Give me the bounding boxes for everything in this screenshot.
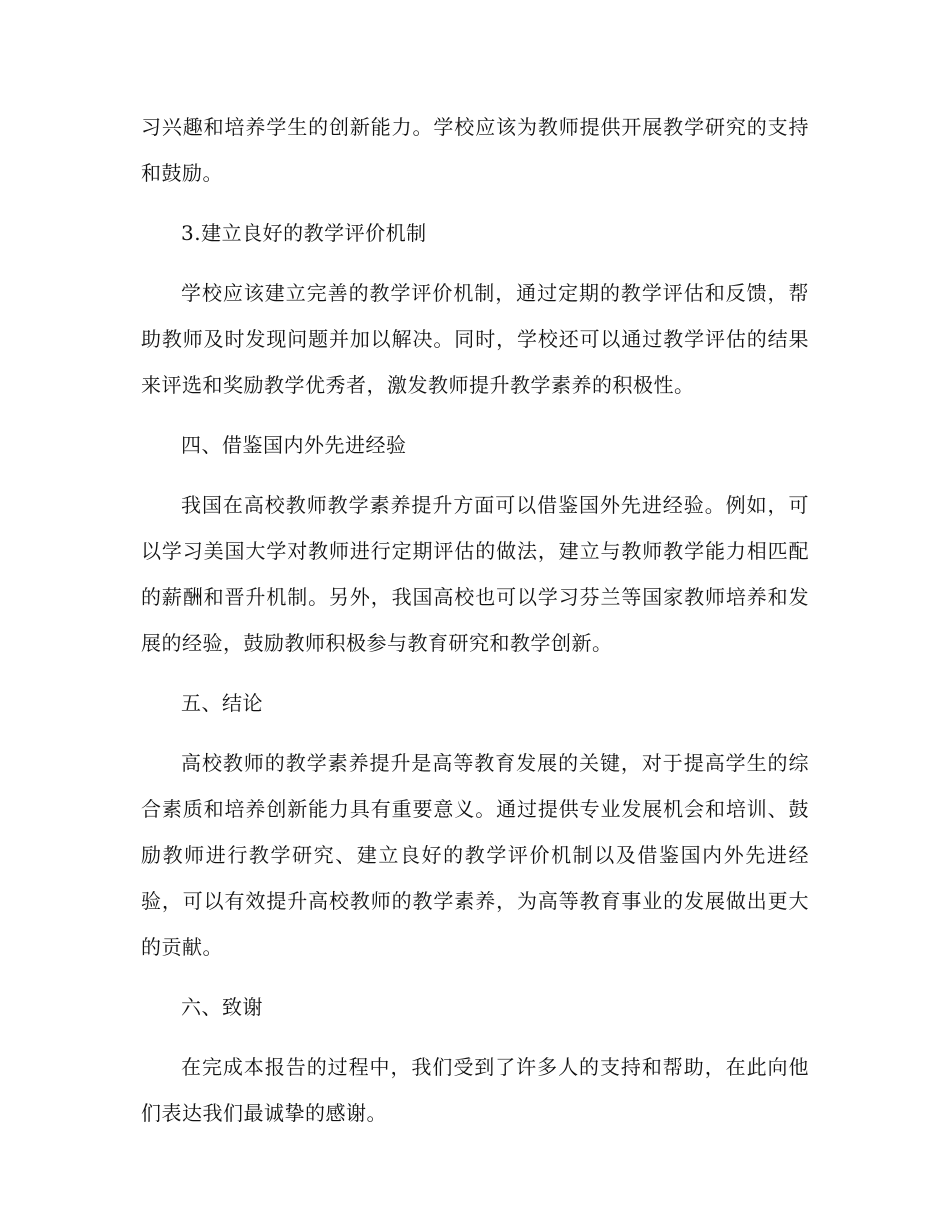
section-heading-6: 六、致谢: [181, 995, 263, 1019]
paragraph-evaluation: 学校应该建立完善的教学评价机制，通过定期的教学评估和反馈，帮助教师及时发现问题并加以解决。同时，学校还可以通过教学评估的结果来评选和奖励教学优秀者，激发教师提升教学素养的积极性。: [141, 281, 809, 397]
spacer: [141, 196, 809, 210]
paragraph-conclusion: 高校教师的教学素养提升是高等教育发展的关键，对于提高学生的综合素质和培养创新能力具有重要意义。通过提供专业发展机会和培训、鼓励教师进行教学研究、建立良好的教学评价机制以及借鉴国内外先进经验，可以有效提升高校教师的教学素养，为高等教育事业的发展做出更大的贡献。: [141, 751, 809, 959]
paragraph-acknowledgement: 在完成本报告的过程中，我们受到了许多人的支持和帮助，在此向他们表达我们最诚挚的感谢。: [141, 1055, 809, 1125]
paragraph-experience: 我国在高校教师教学素养提升方面可以借鉴国外先进经验。例如，可以学习美国大学对教师进行定期评估的做法，建立与教师教学能力相匹配的薪酬和晋升机制。另外，我国高校也可以学习芬兰等国家教师培养和发展的经验，鼓励教师积极参与教育研究和教学创新。: [141, 493, 809, 655]
document-body: [141, 104, 809, 1136]
spacer: [141, 970, 809, 984]
spacer: [141, 408, 809, 422]
spacer: [141, 256, 809, 270]
spacer: [141, 726, 809, 740]
spacer: [141, 1030, 809, 1044]
section-heading-3: 3.建立良好的教学评价机制: [181, 221, 427, 245]
spacer: [141, 468, 809, 482]
section-heading-5: 五、结论: [181, 691, 263, 715]
spacer: [141, 666, 809, 680]
paragraph-continuation: 习兴趣和培养学生的创新能力。学校应该为教师提供开展教学研究的支持和鼓励。: [141, 115, 809, 185]
section-heading-4: 四、借鉴国内外先进经验: [181, 433, 407, 457]
